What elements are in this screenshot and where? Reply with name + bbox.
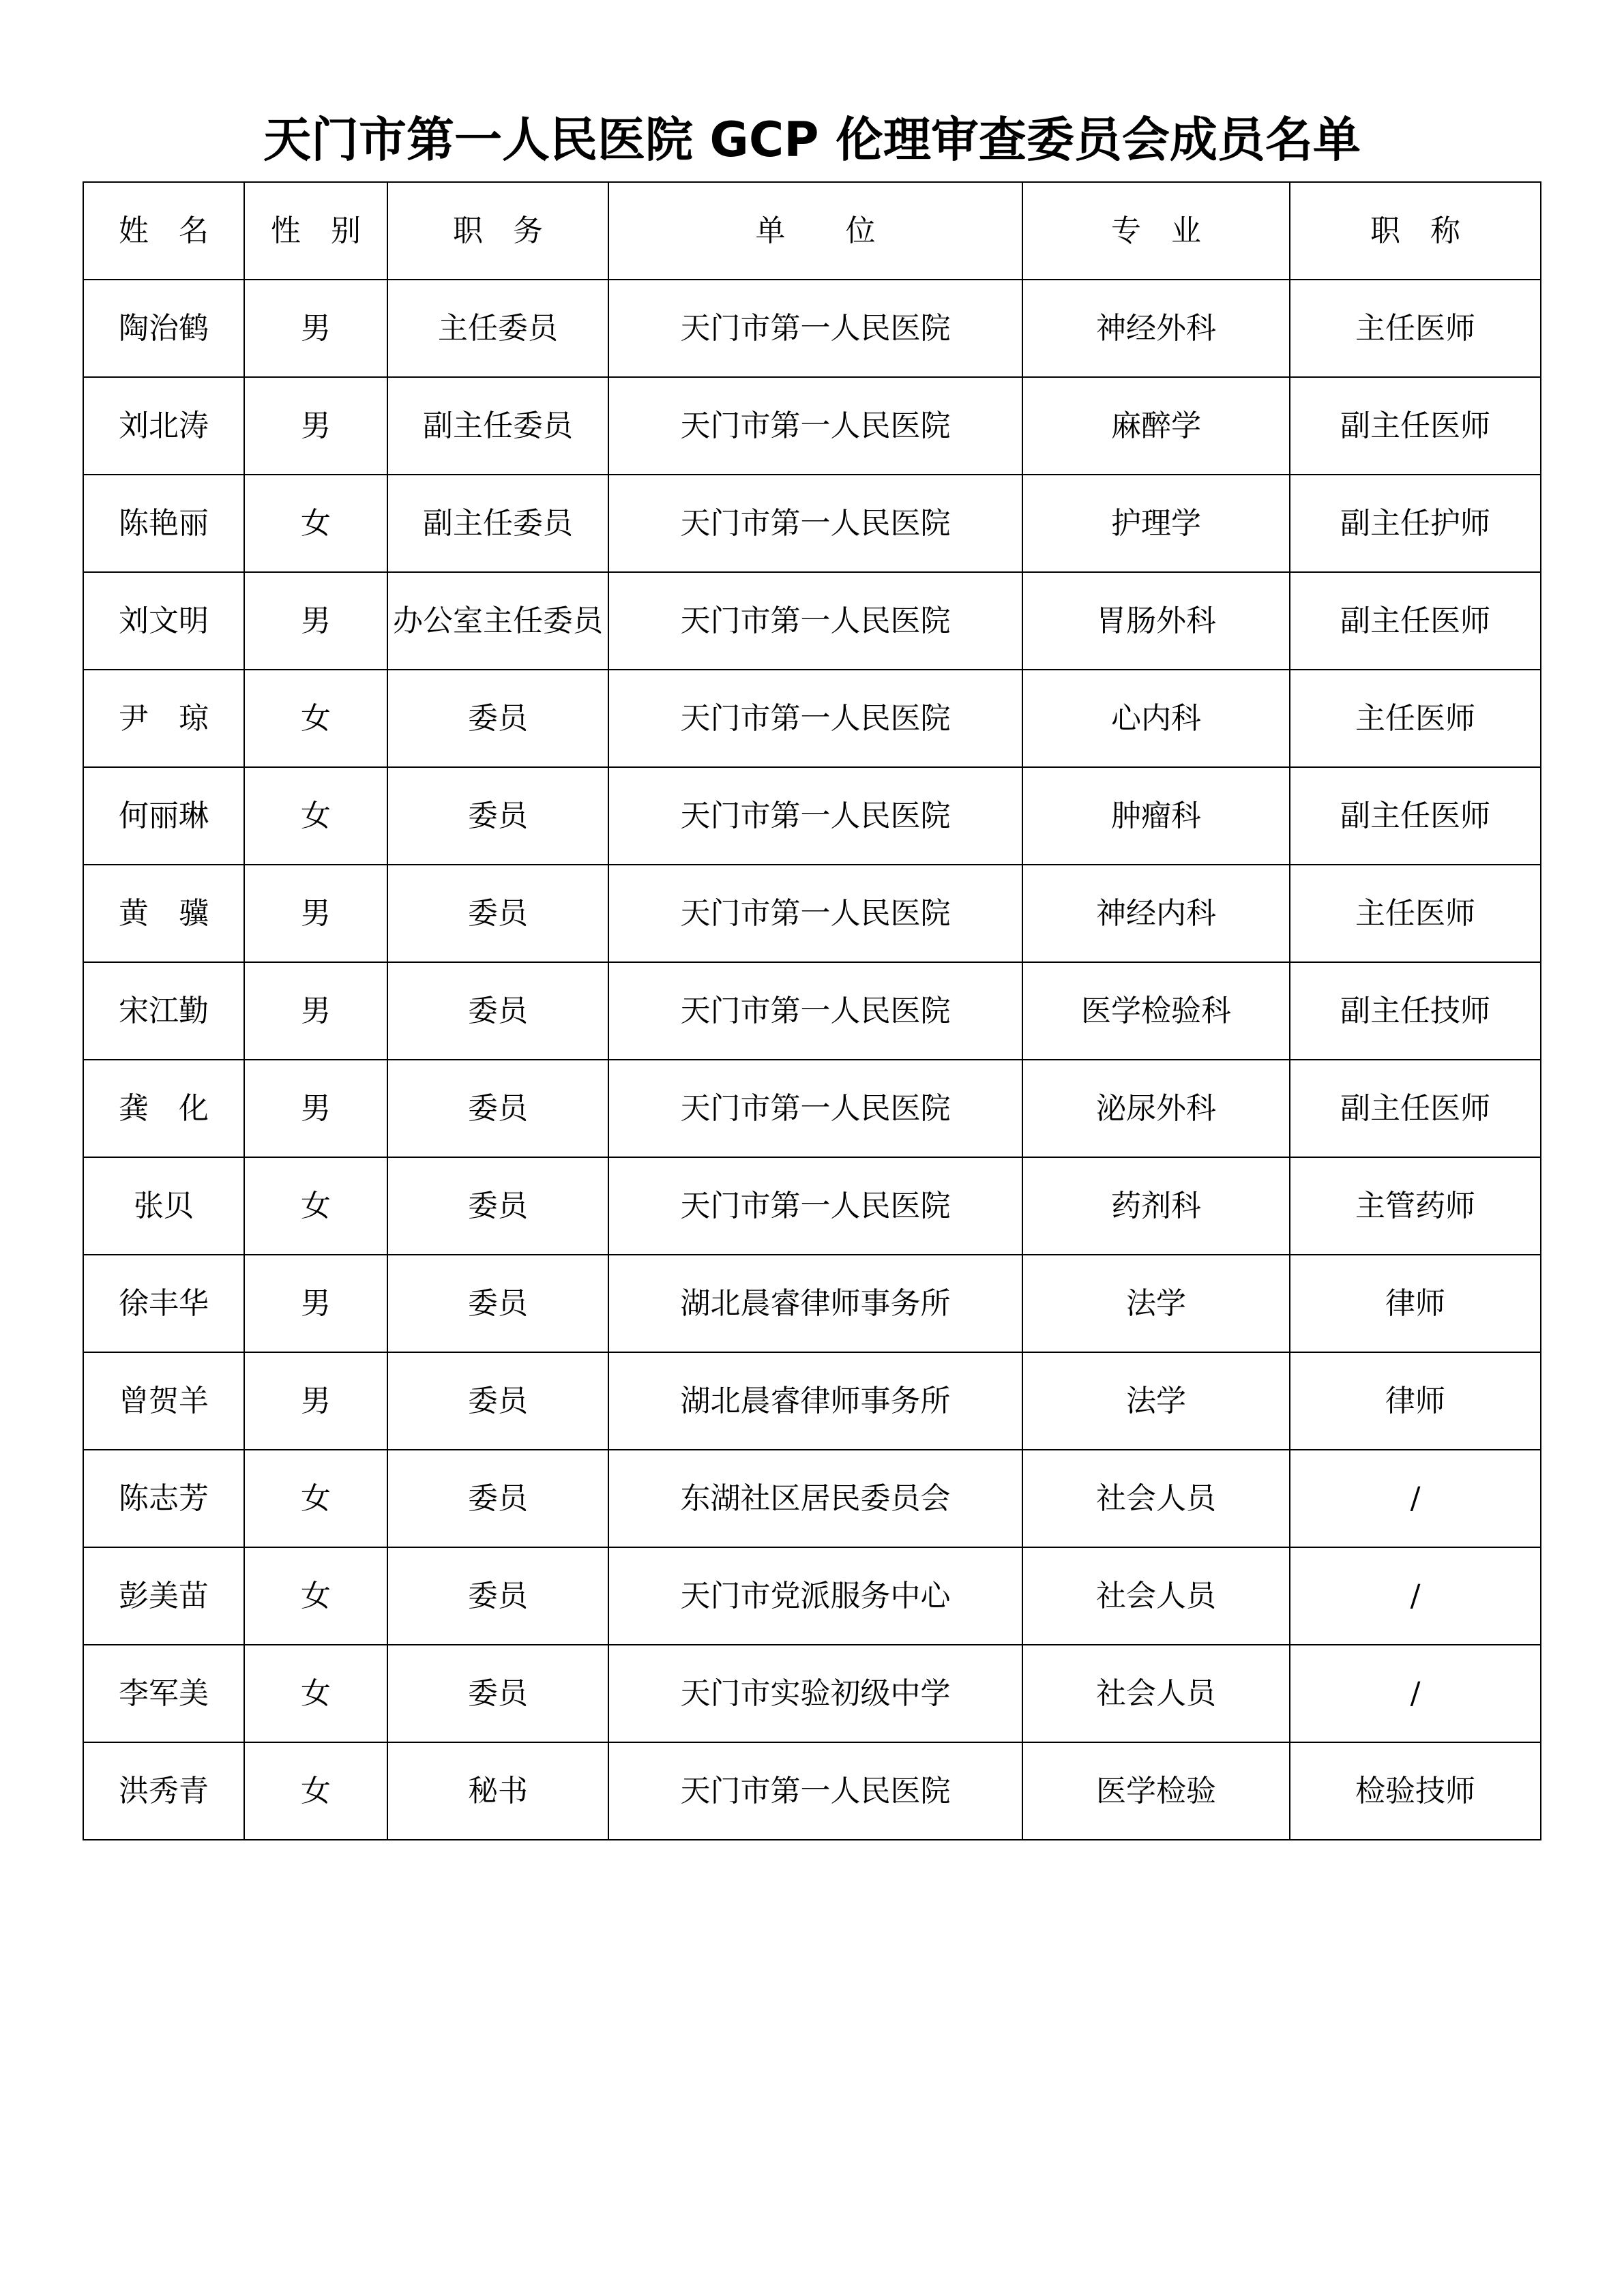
cell-professional-title: 副主任医师 xyxy=(1290,377,1541,475)
table-row xyxy=(83,572,1541,670)
cell-unit: 天门市第一人民医院 xyxy=(608,377,1022,475)
cell-professional-title: 副主任医师 xyxy=(1290,767,1541,865)
cell-professional-title: / xyxy=(1290,1547,1541,1645)
cell-gender: 男 xyxy=(244,865,387,962)
cell-specialty: 医学检验科 xyxy=(1022,962,1290,1060)
cell-name: 陈志芳 xyxy=(83,1450,244,1547)
cell-gender: 女 xyxy=(244,1742,387,1840)
cell-gender: 女 xyxy=(244,1450,387,1547)
cell-position: 委员 xyxy=(387,1547,608,1645)
cell-gender: 男 xyxy=(244,572,387,670)
cell-name: 洪秀青 xyxy=(83,1742,244,1840)
cell-gender: 男 xyxy=(244,1352,387,1450)
table-row xyxy=(83,767,1541,865)
cell-position: 委员 xyxy=(387,1450,608,1547)
cell-unit: 天门市第一人民医院 xyxy=(608,767,1022,865)
cell-unit: 天门市第一人民医院 xyxy=(608,1742,1022,1840)
cell-specialty: 泌尿外科 xyxy=(1022,1060,1290,1157)
cell-professional-title: 律师 xyxy=(1290,1255,1541,1352)
cell-gender: 女 xyxy=(244,1645,387,1742)
table-row xyxy=(83,1742,1541,1840)
cell-gender: 女 xyxy=(244,670,387,767)
cell-unit: 湖北晨睿律师事务所 xyxy=(608,1352,1022,1450)
table-row xyxy=(83,280,1541,377)
cell-position: 秘书 xyxy=(387,1742,608,1840)
cell-position: 副主任委员 xyxy=(387,377,608,475)
cell-position: 委员 xyxy=(387,1060,608,1157)
table-row xyxy=(83,475,1541,572)
cell-position: 委员 xyxy=(387,1645,608,1742)
cell-name: 陈艳丽 xyxy=(83,475,244,572)
cell-position: 委员 xyxy=(387,962,608,1060)
cell-professional-title: 副主任护师 xyxy=(1290,475,1541,572)
cell-professional-title: 主任医师 xyxy=(1290,670,1541,767)
cell-specialty: 法学 xyxy=(1022,1352,1290,1450)
cell-name: 张贝 xyxy=(83,1157,244,1255)
cell-professional-title: 主管药师 xyxy=(1290,1157,1541,1255)
cell-position: 副主任委员 xyxy=(387,475,608,572)
cell-specialty: 麻醉学 xyxy=(1022,377,1290,475)
cell-name: 宋江勤 xyxy=(83,962,244,1060)
cell-specialty: 神经内科 xyxy=(1022,865,1290,962)
cell-position: 委员 xyxy=(387,1255,608,1352)
cell-position: 委员 xyxy=(387,865,608,962)
cell-specialty: 法学 xyxy=(1022,1255,1290,1352)
cell-unit: 天门市第一人民医院 xyxy=(608,1060,1022,1157)
cell-unit: 天门市第一人民医院 xyxy=(608,1157,1022,1255)
cell-name: 刘文明 xyxy=(83,572,244,670)
cell-professional-title: 检验技师 xyxy=(1290,1742,1541,1840)
cell-professional-title: 副主任医师 xyxy=(1290,1060,1541,1157)
cell-unit: 湖北晨睿律师事务所 xyxy=(608,1255,1022,1352)
cell-unit: 东湖社区居民委员会 xyxy=(608,1450,1022,1547)
cell-position: 主任委员 xyxy=(387,280,608,377)
table-row xyxy=(83,1352,1541,1450)
cell-position: 委员 xyxy=(387,670,608,767)
cell-name: 彭美苗 xyxy=(83,1547,244,1645)
cell-name: 刘北涛 xyxy=(83,377,244,475)
cell-position: 办公室主任委员 xyxy=(387,572,608,670)
header-position: 职 务 xyxy=(387,182,608,280)
cell-name: 尹 琼 xyxy=(83,670,244,767)
cell-gender: 女 xyxy=(244,767,387,865)
cell-specialty: 护理学 xyxy=(1022,475,1290,572)
cell-specialty: 胃肠外科 xyxy=(1022,572,1290,670)
cell-unit: 天门市第一人民医院 xyxy=(608,572,1022,670)
document-title: 天门市第一人民医院 GCP 伦理审查委员会成员名单 xyxy=(263,112,1361,168)
cell-unit: 天门市党派服务中心 xyxy=(608,1547,1022,1645)
cell-specialty: 心内科 xyxy=(1022,670,1290,767)
cell-unit: 天门市第一人民医院 xyxy=(608,962,1022,1060)
cell-unit: 天门市第一人民医院 xyxy=(608,475,1022,572)
table-row xyxy=(83,1450,1541,1547)
cell-position: 委员 xyxy=(387,767,608,865)
cell-name: 陶治鹤 xyxy=(83,280,244,377)
cell-gender: 男 xyxy=(244,1255,387,1352)
table-row xyxy=(83,1060,1541,1157)
cell-gender: 男 xyxy=(244,280,387,377)
table-row xyxy=(83,377,1541,475)
cell-gender: 男 xyxy=(244,377,387,475)
cell-name: 何丽琳 xyxy=(83,767,244,865)
cell-professional-title: 主任医师 xyxy=(1290,280,1541,377)
cell-gender: 女 xyxy=(244,475,387,572)
cell-position: 委员 xyxy=(387,1157,608,1255)
cell-specialty: 神经外科 xyxy=(1022,280,1290,377)
header-name: 姓 名 xyxy=(83,182,244,280)
header-gender: 性 别 xyxy=(244,182,387,280)
header-unit: 单 位 xyxy=(608,182,1022,280)
cell-position: 委员 xyxy=(387,1352,608,1450)
cell-professional-title: 副主任技师 xyxy=(1290,962,1541,1060)
table-row xyxy=(83,670,1541,767)
table-row xyxy=(83,1547,1541,1645)
cell-specialty: 社会人员 xyxy=(1022,1645,1290,1742)
cell-professional-title: / xyxy=(1290,1645,1541,1742)
cell-professional-title: / xyxy=(1290,1450,1541,1547)
cell-name: 曾贺羊 xyxy=(83,1352,244,1450)
cell-gender: 女 xyxy=(244,1157,387,1255)
member-table xyxy=(83,181,1541,1840)
cell-professional-title: 副主任医师 xyxy=(1290,572,1541,670)
table-row xyxy=(83,1157,1541,1255)
cell-unit: 天门市第一人民医院 xyxy=(608,670,1022,767)
cell-unit: 天门市第一人民医院 xyxy=(608,865,1022,962)
table-row xyxy=(83,1255,1541,1352)
cell-unit: 天门市第一人民医院 xyxy=(608,280,1022,377)
cell-specialty: 社会人员 xyxy=(1022,1450,1290,1547)
cell-name: 徐丰华 xyxy=(83,1255,244,1352)
cell-unit: 天门市实验初级中学 xyxy=(608,1645,1022,1742)
cell-name: 李军美 xyxy=(83,1645,244,1742)
cell-gender: 男 xyxy=(244,962,387,1060)
header-specialty: 专 业 xyxy=(1022,182,1290,280)
cell-gender: 女 xyxy=(244,1547,387,1645)
cell-professional-title: 主任医师 xyxy=(1290,865,1541,962)
table-header-row xyxy=(83,182,1541,280)
cell-specialty: 药剂科 xyxy=(1022,1157,1290,1255)
table-row xyxy=(83,962,1541,1060)
table-row xyxy=(83,865,1541,962)
table-body xyxy=(83,280,1541,1840)
cell-specialty: 肿瘤科 xyxy=(1022,767,1290,865)
cell-professional-title: 律师 xyxy=(1290,1352,1541,1450)
cell-specialty: 医学检验 xyxy=(1022,1742,1290,1840)
header-professional-title: 职 称 xyxy=(1290,182,1541,280)
cell-specialty: 社会人员 xyxy=(1022,1547,1290,1645)
cell-name: 黄 骥 xyxy=(83,865,244,962)
cell-gender: 男 xyxy=(244,1060,387,1157)
table-row xyxy=(83,1645,1541,1742)
cell-name: 龚 化 xyxy=(83,1060,244,1157)
